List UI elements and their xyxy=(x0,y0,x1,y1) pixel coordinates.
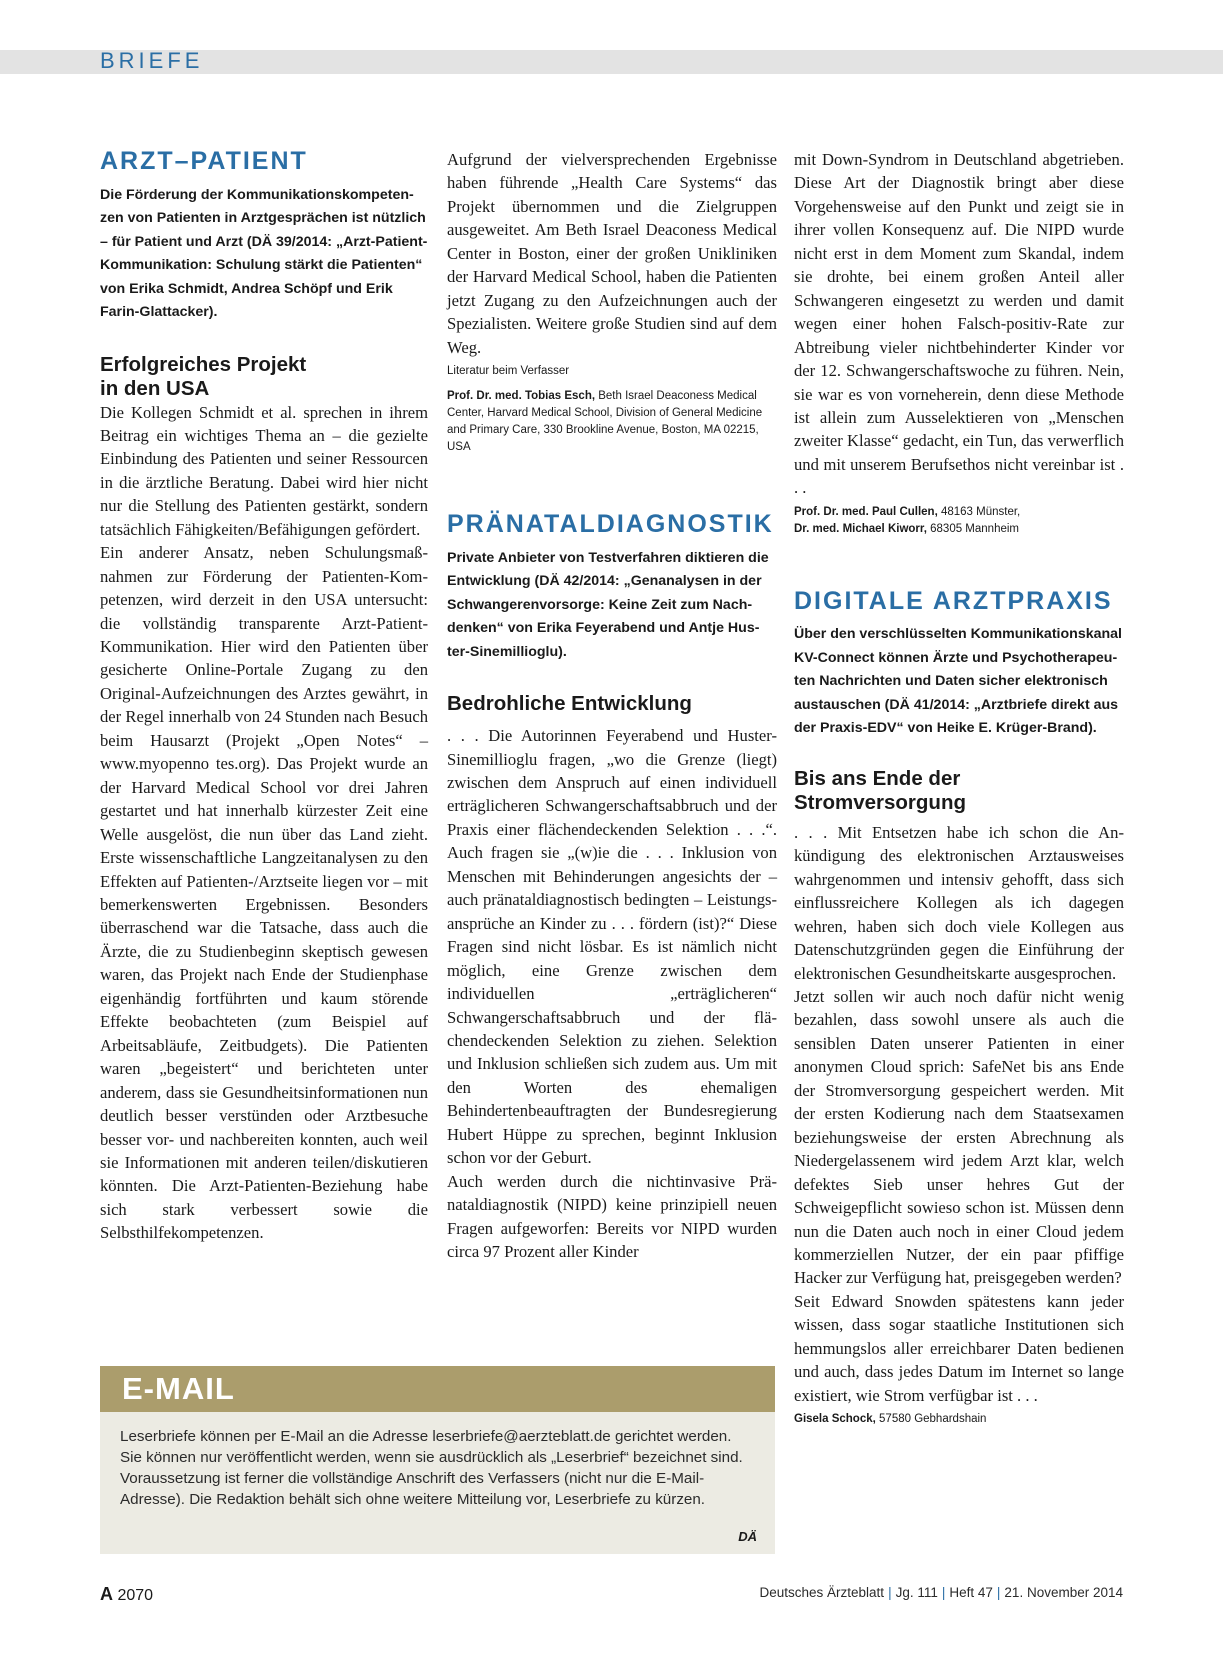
letter-title: Bis ans Ende der Stromversorgung xyxy=(794,766,966,814)
letter-signature xyxy=(794,1411,1124,1428)
article-lead: Die Förderung der Kommunikationskompetenzen von Patienten in Arztgesprächen ist nützlich – für Patient und Arzt (DÄ 39/2014: „Arzt-Patient-Kommunikation: Schulung stärkt die Patienten“ von Erika Schmidt, Andrea Schöpf und Erik Farin-Glattacker). xyxy=(100,186,428,320)
column-3 xyxy=(794,148,1124,1428)
letter-paragraph: Auch werden durch die nichtinvasive Pränataldiagnostik (NIPD) keine prinzipiell neuen Fragen aufgeworfen: Bereits vor NIPD wurden circa 97 Prozent aller Kinder xyxy=(447,1171,777,1262)
letter-signature xyxy=(447,388,777,456)
letter-paragraph: . . . Mit Entsetzen habe ich schon die Ankündigung des elektronischen Arztausweises wahrgenommen und intensiv gehofft, dass sich einflussreichere Kollegen als ich dagegen wehren, haben sich doch viele Kollegen aus Datenschutzgründen gegen die Einführung der elektronischen Gesundheitskarte ausgesprochen. xyxy=(794,822,1124,983)
signature-place: 48163 Münster, xyxy=(937,505,1021,518)
column-2 xyxy=(447,148,777,1264)
literature-note: Literatur beim Verfasser xyxy=(447,365,570,378)
section-title: BRIEFE xyxy=(100,48,204,73)
journal-name: Deutsches Ärzteblatt xyxy=(759,1585,885,1600)
journal-footer xyxy=(760,1585,1124,1600)
signature-name: Prof. Dr. med. Paul Cullen, xyxy=(794,505,938,518)
email-box-text: Leserbriefe können per E-Mail an die Adresse leserbriefe@aerzteblatt.de gerichtet werden. Sie können nur veröffentlicht werden, wenn sie ausdrücklich als „Leserbrief“ bezeichnet sind. Voraussetzung ist ferner die vollständige Anschrift des Verfassers (nicht nur die E-Mail-Adresse). Die Redaktion behält sich ohne weitere Mitteilung vor, Leserbriefe zu kürzen. xyxy=(120,1428,743,1508)
journal-issue: Heft 47 xyxy=(949,1585,993,1600)
column-1 xyxy=(100,148,428,1245)
letter-signature xyxy=(794,504,1124,538)
signature-name: Gisela Schock, xyxy=(794,1413,876,1426)
page-prefix: A xyxy=(100,1584,113,1604)
letter-title: Bedrohliche Entwicklung xyxy=(447,692,692,716)
letter-paragraph: Aufgrund der vielversprechenden Ergebnisse haben führende „Health Care Systems“ das Projekt übernommen und die Zielgruppen ausgeweitet. Am Beth Israel Deaconess Medical Center in Boston, einer der großen Unikliniken der Harvard Medical School, haben die Patienten jetzt Zugang zu den Aufzeichnungen auch der Spezialisten. Weitere große Studien sind auf dem Weg. xyxy=(447,150,777,357)
email-box-heading: E-MAIL xyxy=(100,1366,775,1412)
letter-paragraph: Jetzt sollen wir auch noch dafür nicht wenig bezahlen, dass sowohl unsere als auch die sensiblen Daten unserer Patienten in einer anonymen Cloud sprich: SafeNet bis ans Ende der Stromversorgung gespeichert werden. Mit der ersten Kodierung nach dem Staatsexamen beziehungsweise der ersten Abrechnung als Niedergelassenem wird jedem Arzt klar, welch defektes Sieb unser hehres Gut der Schweigepflicht sowieso schon ist. Müssen denn nun die Daten auch noch in einer Cloud jedem kommerziellen Nutzer, der ein paar pfiffige Hacker zur Verfügung hat, preisgegeben werden? xyxy=(794,986,1124,1288)
footer-separator: | xyxy=(941,1585,946,1600)
journal-volume: Jg. 111 xyxy=(895,1585,938,1600)
signature-name: Dr. med. Michael Kiworr, xyxy=(794,522,927,535)
letter-paragraph: mit Down-Syndrom in Deutschland abgetrieben. Diese Art der Diagnostik bringt aber diese Vorgehensweise auf den Punkt und zeigt sie in ihrer vollen Konsequenz auf. Die NIPD wurde nicht erst in dem Moment zum Skandal, indem sie drohte, bei einem großen Anteil aller Schwangeren eingesetzt zu werden und damit wegen einer hohen Falsch-positiv-Rate zur Abtreibung vieler nichtbehinderter Kinder vor der 12. Schwangerschaftswoche zu führen. Nein, sie war es von vorneherein, denn diese Methode ist allein zum Ausselektieren von „Menschen zweiter Klasse“ gedacht, ein Tun, das verwerflich und mit unserem Berufsethos nicht vereinbar ist . . . xyxy=(794,150,1124,498)
page-number xyxy=(100,1584,153,1605)
article-lead: Private Anbieter von Testverfahren diktieren die Entwicklung (DÄ 42/2014: „Genanalysen in der Schwangerenvorsorge: Keine Zeit zum Nachdenken“ von Erika Feyerabend und Antje Huster-Sinemillioglu). xyxy=(447,549,769,660)
email-info-box xyxy=(100,1366,775,1554)
article-kicker: DIGITALE ARZTPRAXIS xyxy=(794,586,1113,615)
footer-separator: | xyxy=(888,1585,892,1600)
page-number-value: 2070 xyxy=(117,1587,154,1604)
signature-place: 57580 Gebhardshain xyxy=(875,1413,987,1426)
signature-place: 68305 Mannheim xyxy=(926,522,1019,535)
letter-paragraph: . . . Die Autorinnen Feyerabend und Huster-Sinemillioglu fragen, „wo die Grenze (liegt) zwischen dem Anspruch auf einen individuell erträglicheren Schwangerschaftsabbruch und der Praxis einer flächendeckenden Selektion . . .“. Auch fragen sie „(w)ie die . . . Inklusion von Menschen mit Behinderungen angesichts der – auch pränataldiagnostisch bedingten – Leistungsansprüche an Kinder zu . . . fördern (ist)?“ Diese Fragen sind nicht lösbar. Es ist nämlich nicht möglich, eine Grenze zwischen dem individuellen „erträglicheren“ Schwangerschaftsabbruch und der flächendeckenden Selektion zu ziehen. Selektion und Inklusion schließen sich zudem aus. Um mit den Worten des ehemaligen Behindertenbeauftragten der Bundesregierung Hubert Hüppe zu sprechen, beginnt Inklusion schon vor der Geburt. xyxy=(447,726,777,1168)
article-kicker: PRÄNATALDIAGNOSTIK xyxy=(447,510,774,539)
letter-paragraph: Seit Edward Snowden spätestens kann jeder wissen, dass sogar staatliche Institutionen sich hemmungslos aller erreichbarer Daten bedienen und auch, dass jedes Datum im Internet so lange existiert, wie Strom verfügbar ist . . . xyxy=(794,1291,1124,1405)
letter-paragraph: Die Kollegen Schmidt et al. sprechen in ihrem Beitrag ein wichtiges Thema an – die gezielte Einbindung des Patienten und seiner Ressourcen in die ärztliche Beratung. Dabei wird hier nicht nur die Stellung des Patienten gestärkt, sondern tatsächlich Fähigkeiten/Befähigungen gefördert. xyxy=(100,402,428,539)
article-kicker: ARZT–PATIENT xyxy=(100,147,308,175)
footer-separator: | xyxy=(996,1585,1001,1600)
journal-date: 21. November 2014 xyxy=(1004,1585,1123,1600)
signature-address: Beth Israel Deaconess Medical Center, Harvard Medical School, Division of General Medicine and Primary Care, 330 Brookline Avenue, Boston, MA 02215, USA xyxy=(447,390,763,454)
letter-title: Erfolgreiches Projekt in den USA xyxy=(100,352,307,400)
email-box-sign: DÄ xyxy=(738,1529,757,1544)
signature-name: Prof. Dr. med. Tobias Esch, xyxy=(447,390,596,403)
letter-paragraph: Ein anderer Ansatz, neben Schulungsmaßnahmen zur Förderung der Patienten-Kompetenzen, wird derzeit in den USA untersucht: die vollständig transparente Arzt-Patient-Kommunikation. Hier wird den Patienten über gesicherte Online-Portale Zugang zu den Original-Aufzeichnungen des Arztes gewährt, in der Regel innerhalb von 24 Stunden nach Besuch beim Hausarzt (Projekt „Open Notes“ – www.myopenno tes.org). Das Projekt wurde an der Harvard Medical School vor drei Jahren gestartet und hat innerhalb kürzester Zeit eine Welle ausgelöst, die nun über das Land zieht. Erste wissenschaftliche Langzeitanalysen zu den Effekten auf Patienten-/Arztseite liegen vor – mit bemerkenswerten Ergebnissen. Besonders überraschend war die Tatsache, dass auch die Ärzte, die zu Studienbeginn skeptisch gewesen waren, das Projekt nach Ende der Studienphase eigenhändig fortführten und kaum störende Effekte beobachteten (zum Beispiel auf Arbeitsabläufe, Zeitbudgets). Die Patienten waren „begeistert“ und berichteten unter anderem, dass sie Gesundheitsinformationen nun deutlich besser verstünden oder Arztbesuche besser vor- und nachbereiten konnten, auch weil sie Informationen mit anderen teilen/diskutieren könnten. Die Arzt-Patienten-Beziehung habe sich stark verbessert sowie die Selbsthilfekompetenzen. xyxy=(100,543,428,1243)
article-lead: Über den verschlüsselten Kommunikationskanal KV-Connect können Ärzte und Psychotherapeuten Nachrichten und Daten sicher elektronisch austauschen (DÄ 41/2014: „Arztbriefe direkt aus der Praxis-EDV“ von Heike E. Krüger-Brand). xyxy=(794,626,1122,737)
